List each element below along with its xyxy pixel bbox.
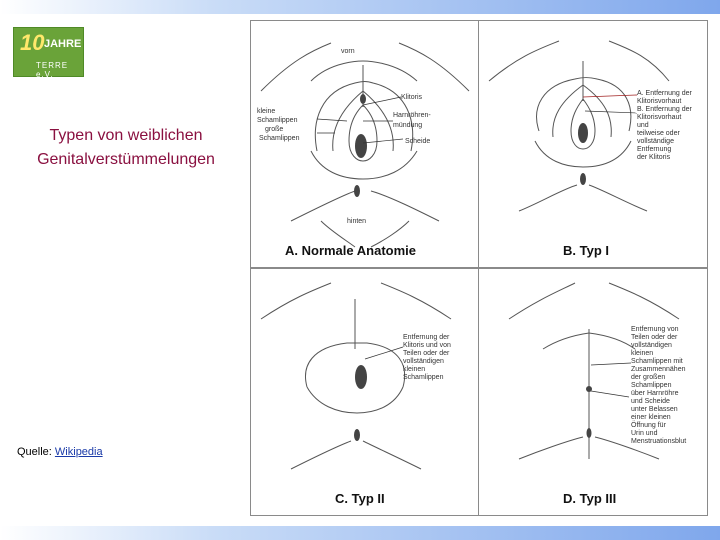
figure-normal-anatomy: [250, 20, 480, 268]
note-d-1: Teilen oder der: [631, 334, 678, 341]
note-d-2: vollständigen: [631, 342, 672, 349]
note-d-11: einer kleinen: [631, 414, 671, 421]
logo-org: TERRE e.V.: [36, 61, 69, 79]
note-c-4: kleinen: [403, 366, 426, 373]
label-kleine-2: Schamlippen: [257, 117, 298, 124]
logo-number: 10: [20, 30, 45, 55]
label-harnroehre-2: mündung: [393, 122, 423, 129]
figure-type-2: [250, 268, 480, 516]
note-c-2: Teilen oder der: [403, 350, 450, 357]
label-harnroehre-1: Harnröhren-: [393, 112, 431, 119]
note-b-2: B. Entfernung der: [637, 106, 692, 113]
source-prefix: Quelle:: [17, 446, 55, 458]
label-hinten: hinten: [347, 218, 367, 225]
title-line-1: Typen von weiblichen: [49, 127, 203, 144]
label-klitoris: Klitoris: [401, 94, 423, 101]
note-d-12: Öffnung für: [631, 422, 666, 429]
logo-word: JAHRE: [44, 38, 82, 50]
source-link[interactable]: Wikipedia: [54, 446, 103, 458]
figure-type-1: [478, 20, 708, 268]
note-c-1: Klitoris und von: [403, 342, 451, 349]
note-d-14: Menstruationsblut: [631, 438, 687, 445]
figure-c-drawing: [251, 269, 479, 515]
note-b-1: Klitorisvorhaut: [637, 98, 682, 105]
title-line-2: Genitalverstümmelungen: [37, 151, 215, 168]
label-vorn: vorn: [341, 48, 355, 55]
note-d-7: Schamlippen: [631, 382, 672, 389]
note-d-10: unter Belassen: [631, 406, 678, 413]
figure-d-drawing: [479, 269, 707, 515]
figure-type-3: [478, 268, 708, 516]
anniversary-logo: [13, 27, 84, 77]
note-d-6: der großen: [631, 374, 666, 381]
note-d-9: und Scheide: [631, 398, 670, 405]
bottom-decor-bar: [0, 526, 720, 540]
label-scheide: Scheide: [405, 138, 431, 145]
note-b-0: A. Entfernung der: [637, 90, 692, 97]
note-b-8: der Klitoris: [637, 154, 671, 161]
label-grosse-1: große: [265, 126, 284, 133]
label-grosse-2: Schamlippen: [259, 135, 300, 142]
caption-a: A. Normale Anatomie: [285, 243, 416, 258]
note-b-4: und: [637, 122, 649, 129]
caption-d: D. Typ III: [563, 491, 617, 506]
caption-c: C. Typ II: [335, 491, 385, 506]
note-c-5: Schamlippen: [403, 374, 444, 381]
figure-b-drawing: [479, 21, 707, 267]
note-d-13: Urin und: [631, 430, 658, 437]
note-b-7: Entfernung: [637, 146, 672, 153]
note-b-6: vollständige: [637, 138, 674, 145]
note-d-3: kleinen: [631, 350, 654, 357]
source-note: [17, 446, 103, 458]
note-d-5: Zusammennähen: [631, 366, 686, 373]
note-c-3: vollständigen: [403, 358, 444, 365]
figure-a-drawing: [251, 21, 479, 267]
note-d-8: über Harnröhre: [631, 390, 679, 397]
note-c-0: Entfernung der: [403, 334, 450, 341]
note-b-3: Klitorisvorhaut: [637, 114, 682, 121]
label-kleine-1: kleine: [257, 108, 276, 115]
caption-b: B. Typ I: [563, 243, 609, 258]
note-d-4: Schamlippen mit: [631, 358, 683, 365]
note-d-0: Entfernung von: [631, 326, 679, 333]
slide-title: [0, 124, 252, 172]
top-decor-bar: [0, 0, 720, 14]
note-b-5: teilweise oder: [637, 130, 680, 137]
